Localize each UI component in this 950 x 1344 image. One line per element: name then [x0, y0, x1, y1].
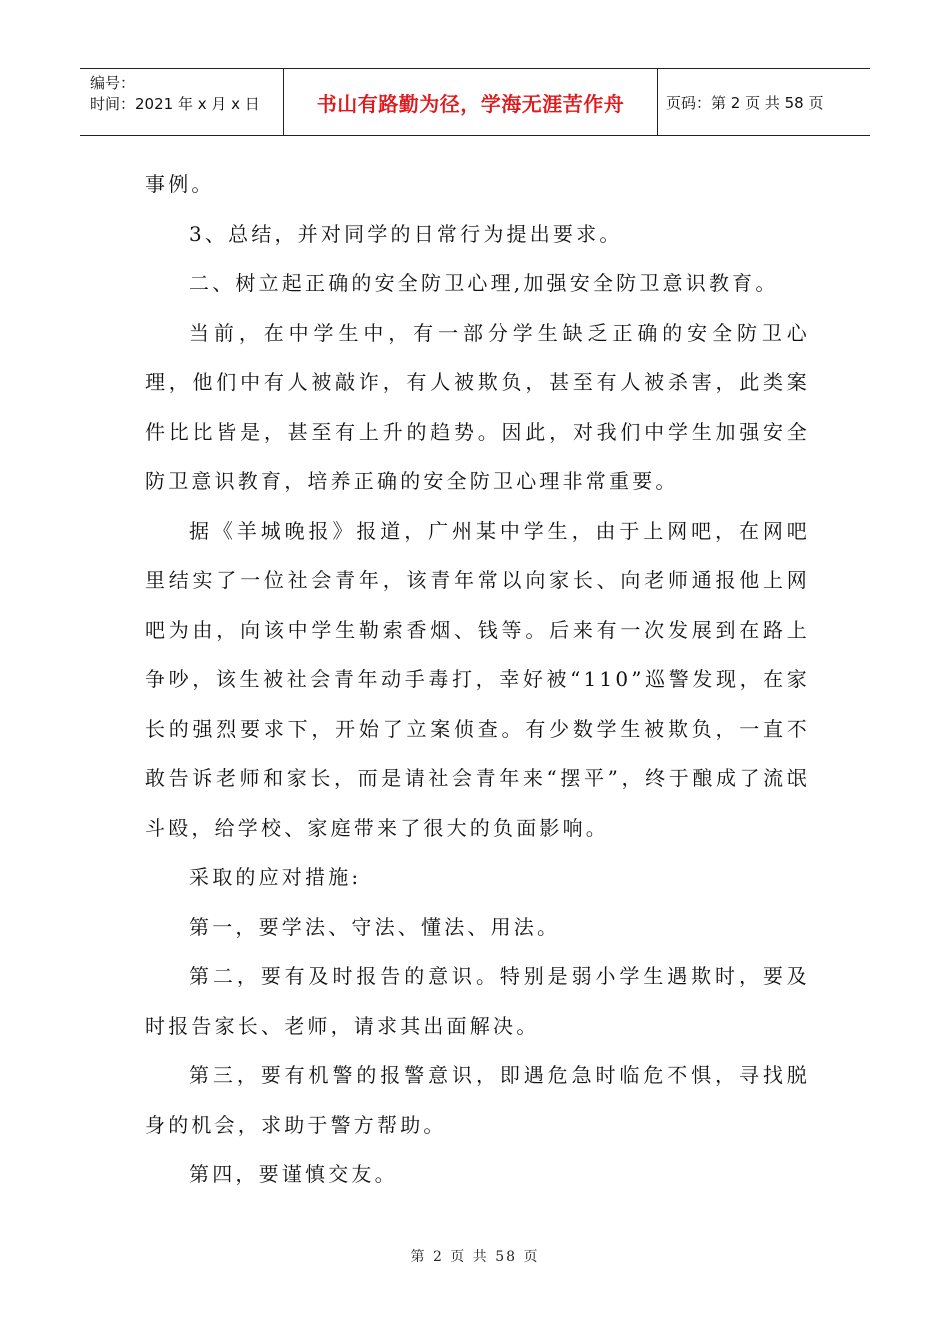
paragraph-4: 据《羊城晚报》报道，广州某中学生，由于上网吧，在网吧里结实了一位社会青年，该青年常以向家长、向老师通报他上网吧为由，向该中学生勒索香烟、钱等。后来有一次发展到在路上争吵，该生被社会青年动手毒打，幸好被“110”巡警发现，在家长的强烈要求下，开始了立案侦查。有少数学生被欺负，一直不敢告诉老师和家长，而是请社会青年来“摆平”，终于酿成了流氓斗殴，给学校、家庭带来了很大的负面影响。 — [145, 518, 810, 840]
paragraph-1: 事例。 — [145, 172, 215, 196]
measures-heading: 采取的应对措施: — [189, 865, 362, 889]
header-page-info: 页码：第 2 页 共 58 页 — [666, 93, 824, 112]
document-header — [80, 68, 870, 136]
section-heading: 二、树立起正确的安全防卫心理,加强安全防卫意识教育。 — [189, 271, 779, 295]
document-number-label: 编号： — [90, 74, 136, 92]
page-footer: 第 2 页 共 58 页 — [410, 1249, 540, 1265]
header-meta-cell — [80, 69, 284, 135]
header-motto: 书山有路勤为径，学海无涯苦作舟 — [284, 69, 658, 135]
paragraph-2: 3、总结，并对同学的日常行为提出要求。 — [189, 221, 623, 246]
document-date-label: 时间：2021 年 x 月 x 日 — [90, 95, 260, 113]
paragraph-3: 当前，在中学生中，有一部分学生缺乏正确的安全防卫心理，他们中有人被敲诈，有人被欺负，甚至有人被杀害，此类案件比比皆是，甚至有上升的趋势。因此，对我们中学生加强安全防卫意识教育，培养正确的安全防卫心理非常重要。 — [145, 320, 810, 493]
measure-4: 第四，要谨慎交友。 — [189, 1162, 398, 1186]
measure-3: 第三，要有机警的报警意识，即遇危急时临危不惧，寻找脱身的机会，求助于警方帮助。 — [145, 1063, 810, 1137]
measure-2: 第二，要有及时报告的意识。特别是弱小学生遇欺时，要及时报告家长、老师，请求其出面解决。 — [145, 964, 810, 1038]
measure-1: 第一，要学法、守法、懂法、用法。 — [189, 914, 561, 939]
document-body — [145, 160, 810, 1200]
